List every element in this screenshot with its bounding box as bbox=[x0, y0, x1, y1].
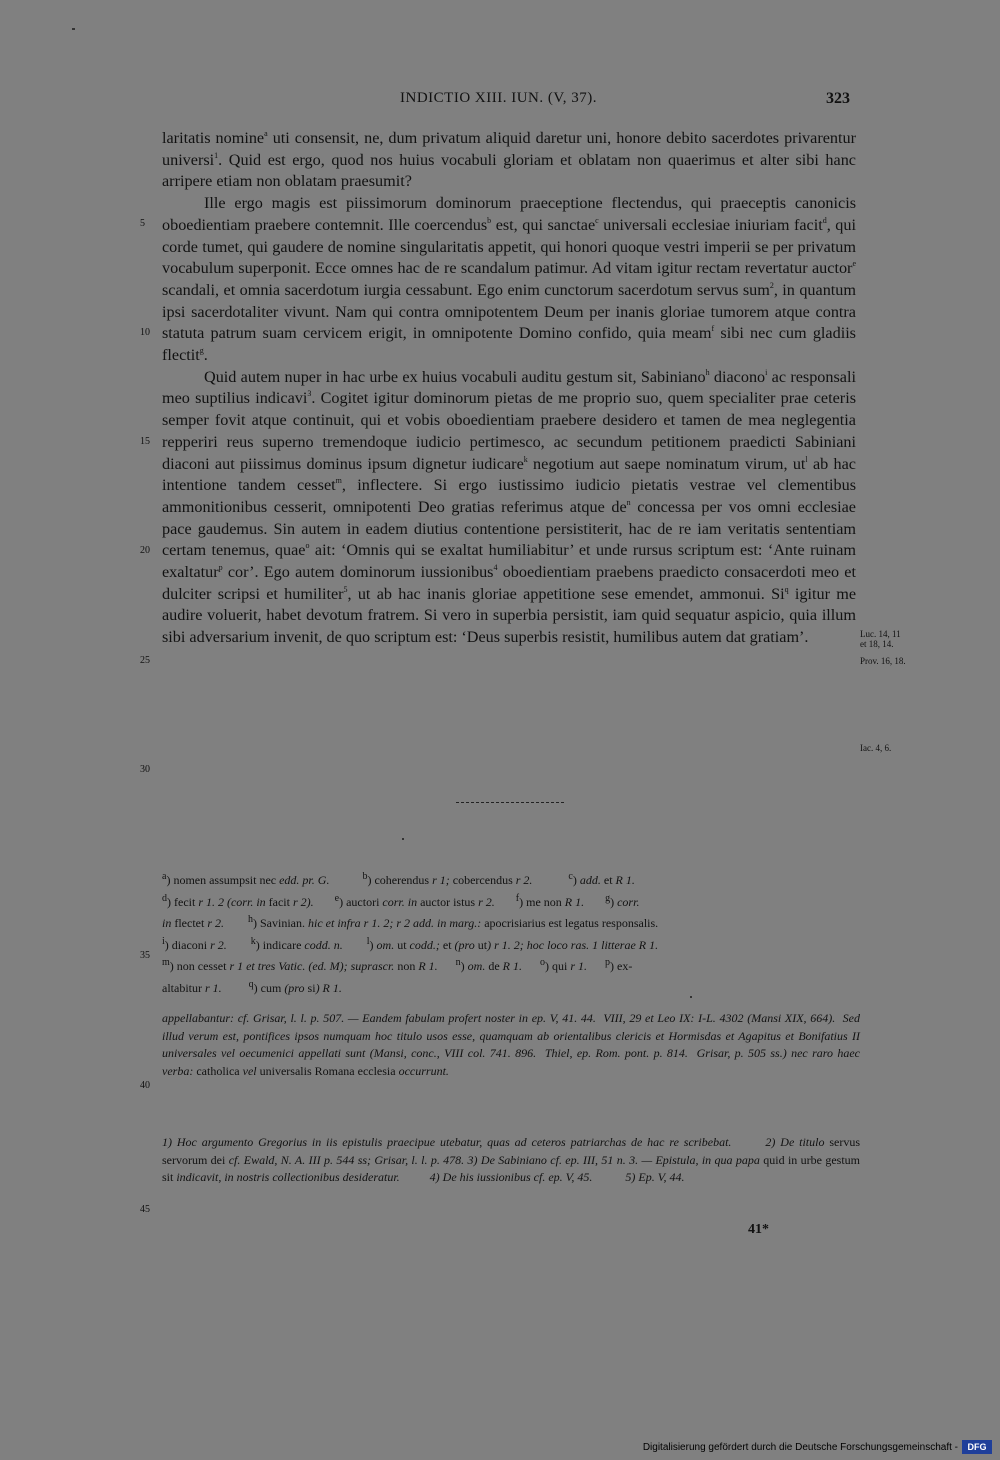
line-number: 30 bbox=[140, 764, 150, 775]
speck bbox=[402, 838, 404, 840]
critical-apparatus bbox=[162, 868, 860, 998]
page-header bbox=[0, 90, 1000, 112]
margin-reference: Luc. 14, 11 bbox=[860, 629, 901, 639]
funding-credit: Digitalisierung gefördert durch die Deutsche Forschungsgemeinschaft - bbox=[642, 1442, 958, 1453]
apparatus-row: $^d$) fecit r 1. 2 (corr. in facit r 2). $^e$) auctori corr. in auctor istus r 2. $^f$) me non R 1. $^g$) corr. bbox=[162, 892, 640, 909]
margin-reference: Iac. 4, 6. bbox=[860, 743, 892, 753]
section-divider bbox=[456, 802, 564, 803]
paragraph-2: Ille ergo magis est piissimorum dominorum praeceptione flectendus, qui praeceptis canonicis oboedientiam praebere contemnit. Ille coercendus$^b$ est, qui sanctae$^c$ universali ecclesiae iniuriam facit$^d$, qui corde tumet, qui gaudere de nomine singularitatis appetit, qui honori quoque vestri imperii se per privatum vocabulum superponit. Ecce omnes hac de re scandalum patimur. Ad vitam igitur rectam revertatur auctor$^e$ scandali, et omnia sacerdotum iurgia cessabunt. Ego enim cunctorum sacerdotum servus sum$^2$, in quantum ipsi sacerdotaliter vivunt. Nam qui contra omnipotentem Deum per inanis gloriae tumorem atque contra statuta patrum suam cervicem erigit, in omnipotente Domino confido, quia meam$^f$ sibi nec cum gladiis flectit$^g$. bbox=[162, 194, 856, 365]
line-number: 15 bbox=[140, 436, 150, 447]
line-number: 45 bbox=[140, 1204, 150, 1215]
line-number: 20 bbox=[140, 545, 150, 556]
line-number: 5 bbox=[140, 218, 145, 229]
dfg-logo: DFG bbox=[962, 1440, 992, 1454]
line-number: 40 bbox=[140, 1080, 150, 1091]
paragraph-3: Quid autem nuper in hac urbe ex huius vocabuli auditu gestum sit, Sabiniano$^h$ diacono$^i$ ac responsali meo suptilius indicavi$^3$. Cogitet igitur dominorum pietas de me proprio suo, quem specialiter prae ceteris semper fovit atque continuit, qui et vobis oboedientiam praebere desidero et tamen de mea neglegentia repperiri reus superno tremendoque iudicio pertimesco, ac secundum petitionem praedicti Sabiniani diaconi aut piissimus dominus ipsum dignetur iudicare$^k$ negotium aut saepe nominatum virum, $ut^l$ ab hac intentione tandem cesset$^m$, inflectere. Si ergo iustissimo iudicio pietatis vestrae vel clementibus ammonitionibus cesserit, omnipotenti Deo gratias referimus atque $de^n$ concessa per vos omni ecclesiae pace gaudemus. Sin autem in eadem diutius contentione persistiterit, hac de re iam veritatis sententiam certam tenemus, quae$^o$ ait: ‘Omnis qui se exaltat humiliabitur’ et unde rursus scriptum est: ‘Ante ruinam exaltatur$^p$ cor’. Ego autem dominorum iussionibus$^4$ oboedientiam praebens praedicto consacerdoti meo et dulciter scripsi et humiliter$^5$, ut ab hac inanis gloriae appetitione sese emendet, ammonui. Si$^q$ igitur me audire voluerit, habet devotum fratrem. Si vero in superbia persistit, iam quid sequatur aspicio, quia illum sibi adversarium invenit, de quo scriptum est: ‘Deus superbis resistit, humilibus autem dat gratiam’. bbox=[162, 367, 856, 647]
main-text bbox=[162, 128, 856, 649]
apparatus-row: $^a$) nomen assumpsit nec edd. pr. G. $^b$) coherendus r 1; cobercendus r 2. $^c$) add. et R 1. bbox=[162, 871, 635, 887]
apparatus-row: in flectet r 2. $^h$) Savinian. hic et infra r 1. 2; r 2 add. in marg.: apocrisiarius est legatus responsalis. bbox=[162, 914, 659, 931]
running-head: INDICTIO XIII. IUN. (V, 37). bbox=[400, 90, 598, 106]
margin-reference: et 18, 14. bbox=[860, 639, 894, 649]
signature-mark: 41* bbox=[748, 1222, 769, 1237]
margin-reference: Prov. 16, 18. bbox=[860, 656, 906, 666]
note-continuation-text: appellabantur: cf. Grisar, l. l. p. 507. — Eandem fabulam profert noster in ep. V, 41. 44. VIII, 29 et Leo IX: I-L. 4302 (Mansi XIX, 664). Sed illud verum est, pontifices ipsos numquam hoc titulo usos esse, quamquam ab orientalibus clericis et Hormisdas et Agapitus et Bonifatius II universales vel oecumenici appellati sunt (Mansi, conc., VIII col. 741. 896. Thiel, ep. Rom. pont. p. 814. Grisar, p. 505 ss.) nec raro haec verba: catholica vel universalis Romana ecclesia occurrunt. bbox=[162, 1011, 860, 1078]
apparatus-row: $^m$) non cesset r 1 et tres Vatic. (ed. M); suprascr. non R 1. $^n$) om. de R 1. $^o$) qui r 1. $^p$) ex- bbox=[162, 957, 633, 974]
line-number: 10 bbox=[140, 327, 150, 338]
line-number: 35 bbox=[140, 950, 150, 961]
scan-mark bbox=[72, 28, 75, 30]
numbered-notes-text: 1) Hoc argumento Gregorius in iis epistulis praecipue utebatur, quas ad ceteros patriarchas de hac re scribebat. 2) De titulo servus servorum dei cf. Ewald, N. A. III p. 544 ss; Grisar, l. l. p. 478. 3) De Sabiniano cf. ep. III, 51 n. 3. — Epistula, in qua papa quid in urbe gestum sit indicavit, in nostris collectionibus desideratur. 4) De his iussionibus cf. ep. V, 45. 5) Ep. V, 44. bbox=[162, 1135, 861, 1185]
numbered-notes bbox=[162, 1134, 860, 1187]
footer bbox=[0, 1432, 1000, 1460]
paragraph-1: laritatis nomine$^a$ uti consensit, ne, dum privatum aliquid daretur uni, honore debito sacerdotes privarentur universi$^1$. Quid est ergo, quod nos huius vocabuli gloriam et oblatam non quaerimus et alter sibi hanc arripere etiam non oblatam praesumit? bbox=[162, 129, 856, 191]
note-continuation bbox=[162, 1010, 860, 1080]
apparatus-row: $^i$) diaconi r 2. $^k$) indicare codd. n. $^l$) om. ut codd.; et (pro ut) r 1. 2; hoc loco ras. 1 litterae R 1. bbox=[162, 935, 659, 952]
apparatus-row: altabitur r 1. $^q$) cum (pro si) R 1. bbox=[162, 978, 342, 995]
line-number: 25 bbox=[140, 655, 150, 666]
page-number: 323 bbox=[826, 90, 850, 107]
